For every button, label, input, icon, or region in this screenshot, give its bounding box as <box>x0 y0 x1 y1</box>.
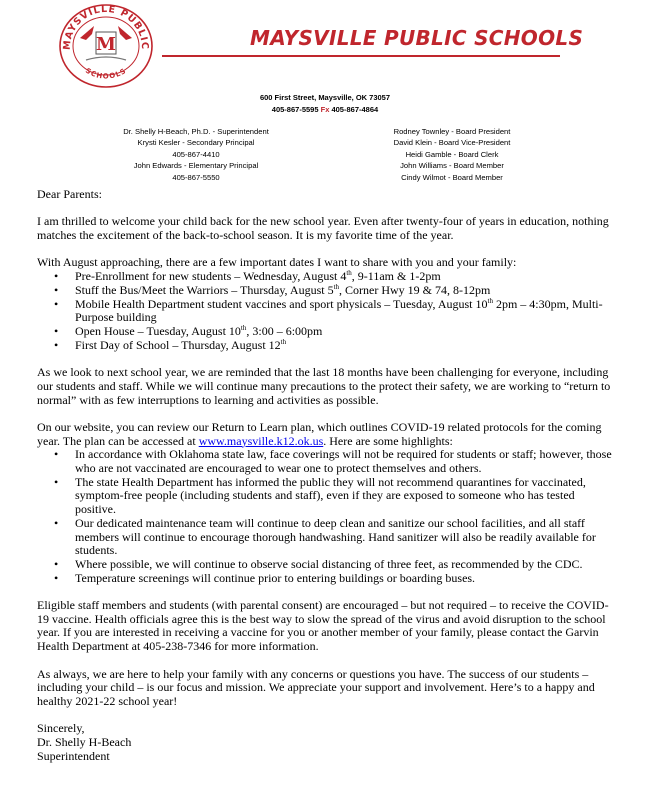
paragraph-website: On our website, you can review our Return to Learn plan, which outlines COVID-19 related protocols for the coming year. The plan can be accessed at www.maysville.k12.ok.us. Here are some highlights: <box>37 419 602 448</box>
administrators-list <box>96 126 296 183</box>
board-members-list <box>362 126 542 183</box>
list-item: • The state Health Department has informed the public they will not recommend quarantines for vaccinated, symptom-free people (including students and staff), even if they are exposed to someone who has tested positive. <box>75 476 617 517</box>
list-item: • Mobile Health Department student vaccines and sport physicals – Tuesday, August 10th 2pm – 4:30pm, Multi-Purpose building <box>75 298 617 325</box>
school-name-banner: MAYSVILLE PUBLIC SCHOOLS <box>250 26 584 50</box>
header-rule <box>162 55 560 57</box>
official-entry: Krysti Kesler - Secondary Principal <box>137 138 255 148</box>
list-item: • Open House – Tuesday, August 10th, 3:00 – 6:00pm <box>75 325 617 339</box>
paragraph-dates-intro: With August approaching, there are a few important dates I want to share with you and your family: <box>37 255 517 270</box>
list-item: • Where possible, we will continue to observe social distancing of three feet, as recommended by the CDC. <box>75 558 617 572</box>
official-entry: Dr. Shelly H-Beach, Ph.D. - Superintendent <box>123 127 269 136</box>
paragraph-welcome: I am thrilled to welcome your child back for the new school year. Even after twenty-four of years in education, nothing matches the excitement of the back-to-school season. It is my favorite time of the year. <box>37 214 609 243</box>
list-item: • Temperature screenings will continue prior to entering buildings or boarding buses. <box>75 572 617 586</box>
salutation: Dear Parents: <box>37 187 102 201</box>
closing: Sincerely, <box>37 721 85 736</box>
official-entry: Heidi Gamble - Board Clerk <box>405 149 499 159</box>
fax-number: 405-867-4864 <box>331 105 379 114</box>
list-item: • In accordance with Oklahoma state law, face coverings will not be required for students or staff; however, those who are not vaccinated are encouraged to wear one to protect themselves and others. <box>75 448 617 475</box>
list-item: • Our dedicated maintenance team will continue to deep clean and sanitize our school facilities, and all staff members will continue to encourage thorough handwashing. Hand sanitizer will also be readily available for students. <box>75 517 617 558</box>
fax-label: Fx <box>320 105 330 114</box>
contact-line <box>0 105 650 114</box>
official-entry: David Klein - Board Vice-President <box>393 138 511 148</box>
seal-top-text: MAYSVILLE PUBLIC <box>61 3 151 51</box>
official-entry: 405-867-4410 <box>172 149 220 159</box>
letter-body <box>37 188 617 763</box>
official-entry: Rodney Townley - Board President <box>393 127 511 136</box>
official-entry: 405-867-5550 <box>172 172 220 182</box>
seal-bottom-text: SCHOOLS <box>84 66 128 81</box>
paragraph-vaccine: Eligible staff members and students (with parental consent) are encouraged – but not required – to receive the COVID-19 vaccine. Health officials agree this is the best way to slow the spread of the virus and avoid disruption to the school year. If you are interested in receiving a vaccine for you or another member of your family, please contact the Garvin Health Department at 405-238-7346 for more information. <box>37 598 609 654</box>
paragraph-return-to-normal: As we look to next school year, we are reminded that the last 18 months have been challenging for everyone, including our students and staff. While we will continue many precautions to the protect their safety, we are working to “return to normal” with as few interruptions to learning and activities as possible. <box>37 365 611 407</box>
website-link[interactable]: www.maysville.k12.ok.us <box>198 433 324 448</box>
highlights-list <box>37 448 617 585</box>
paragraph-closing-remarks: As always, we are here to help your family with any concerns or questions you have. The success of our students – including your child – is our focus and mission. We appreciate your support and involvement. Here’s to a happy and healthy 2021-22 school year! <box>37 666 595 708</box>
list-item: • First Day of School – Thursday, August 12th <box>75 339 617 353</box>
address-line: 600 First Street, Maysville, OK 73057 <box>259 93 391 102</box>
official-entry: John Edwards - Elementary Principal <box>133 161 259 171</box>
official-entry: John Williams - Board Member <box>400 161 504 171</box>
seal-monogram: M <box>96 34 116 55</box>
official-entry: Cindy Wilmot - Board Member <box>401 172 503 182</box>
signer-name: Dr. Shelly H-Beach <box>37 735 132 750</box>
school-seal-logo <box>56 2 156 88</box>
signer-title: Superintendent <box>37 748 110 763</box>
important-dates-list <box>37 270 617 352</box>
phone-number: 405-867-5595 <box>271 105 319 114</box>
list-item: • Stuff the Bus/Meet the Warriors – Thursday, August 5th, Corner Hwy 19 & 74, 8-12pm <box>75 284 617 298</box>
list-item: • Pre-Enrollment for new students – Wednesday, August 4th, 9-11am & 1-2pm <box>75 270 617 284</box>
signature-block <box>37 722 617 763</box>
svg-text:SCHOOLS <box>84 67 128 81</box>
